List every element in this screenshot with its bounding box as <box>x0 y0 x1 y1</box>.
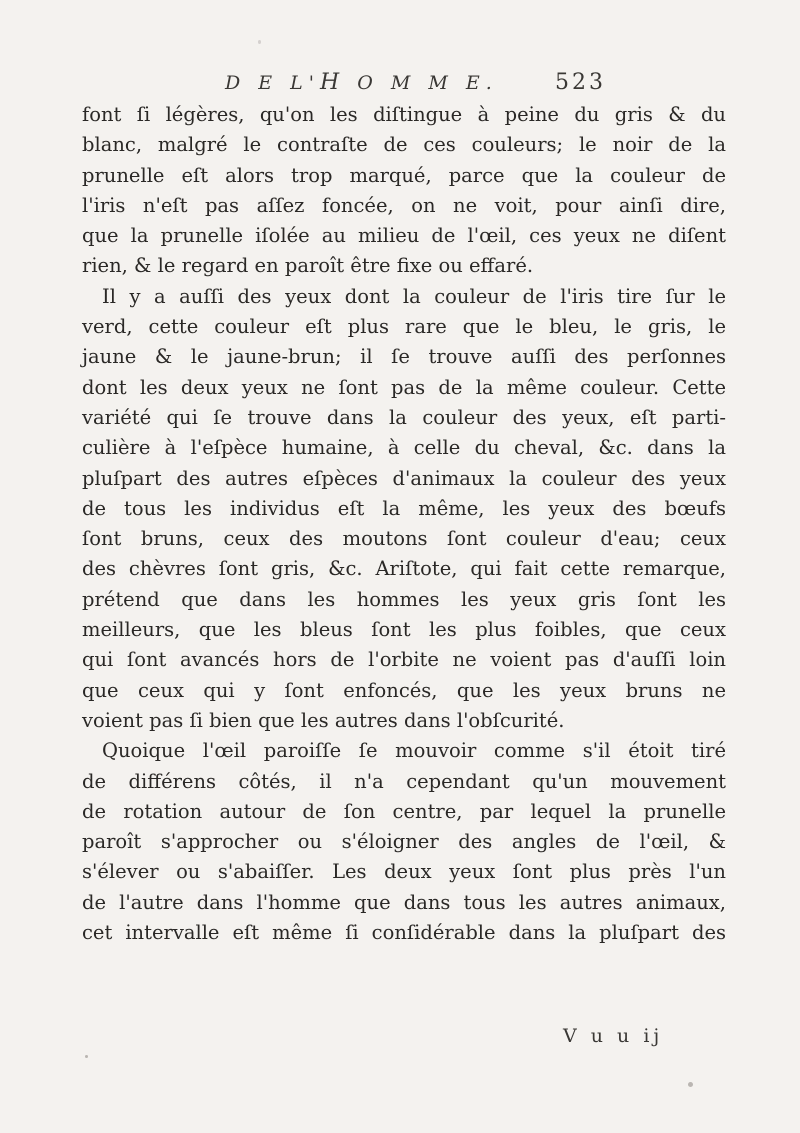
page-number: 523 <box>555 70 606 95</box>
body-text <box>82 100 726 948</box>
text-line: dont les deux yeux ne ſont pas de la même couleur. Cette <box>82 375 726 399</box>
text-line: prétend que dans les hommes les yeux gris ſont les <box>82 587 726 611</box>
signature-mark: V u u ij <box>563 1025 664 1047</box>
text-line: prunelle eſt alors trop marqué, parce que la couleur de <box>82 163 726 187</box>
text-line: de tous les individus eſt la même, les yeux des bœufs <box>82 496 726 520</box>
text-line: font ſi légères, qu'on les diſtingue à peine du gris & du <box>82 103 726 126</box>
running-head-h: H <box>320 70 346 95</box>
text-line: que ceux qui y ſont enfoncés, que les yeux bruns ne <box>82 678 726 702</box>
text-line: paroît s'approcher ou s'éloigner des angles de l'œil, & <box>82 830 726 854</box>
text-line: de rotation autour de ſon centre, par lequel la prunelle <box>82 799 726 823</box>
text-line: voient pas ſi bien que les autres dans l'obſcurité. <box>82 708 565 732</box>
running-head-right: O M M E. <box>345 72 498 94</box>
running-head-left: D E L' <box>225 72 321 94</box>
text-line: jaune & le jaune-brun; il ſe trouve auſſi des perſonnes <box>82 345 726 369</box>
running-head <box>225 70 605 95</box>
paper-speck <box>258 40 261 44</box>
text-line: s'élever ou s'abaiſſer. Les deux yeux ſont plus près l'un <box>82 860 726 884</box>
text-line: cet intervalle eſt même ſi conſidérable dans la pluſpart des <box>82 921 726 945</box>
text-line: l'iris n'eſt pas aſſez foncée, on ne voit, pour ainſi dire, <box>82 193 726 217</box>
text-line: ſont bruns, ceux des moutons ſont couleur d'eau; ceux <box>82 527 726 551</box>
text-line: que la prunelle iſolée au milieu de l'œil, ces yeux ne diſent <box>82 224 726 248</box>
text-line: meilleurs, que les bleus ſont les plus foibles, que ceux <box>82 618 726 642</box>
text-line: verd, cette couleur eſt plus rare que le bleu, le gris, le <box>82 315 726 339</box>
paper-speck <box>85 1055 88 1058</box>
text-line: variété qui ſe trouve dans la couleur des yeux, eſt parti- <box>82 405 726 429</box>
text-line: culière à l'eſpèce humaine, à celle du cheval, &c. dans la <box>82 436 726 460</box>
text-line: des chèvres ſont gris, &c. Ariſtote, qui fait cette remarque, <box>82 557 726 581</box>
text-line: rien, & le regard en paroît être fixe ou effaré. <box>82 254 534 278</box>
paper-speck <box>688 1082 693 1087</box>
text-line: Il y a auſſi des yeux dont la couleur de l'iris tire ſur le <box>102 284 726 308</box>
text-line: blanc, malgré le contraſte de ces couleurs; le noir de la <box>82 133 726 157</box>
text-line: qui ſont avancés hors de l'orbite ne voient pas d'auſſi loin <box>82 648 726 672</box>
text-line: pluſpart des autres eſpèces d'animaux la couleur des yeux <box>82 466 726 490</box>
text-line: de différens côtés, il n'a cependant qu'un mouvement <box>82 769 726 793</box>
text-line: Quoique l'œil paroiſſe ſe mouvoir comme s'il étoit tiré <box>102 739 726 763</box>
text-line: de l'autre dans l'homme que dans tous les autres animaux, <box>82 890 726 914</box>
